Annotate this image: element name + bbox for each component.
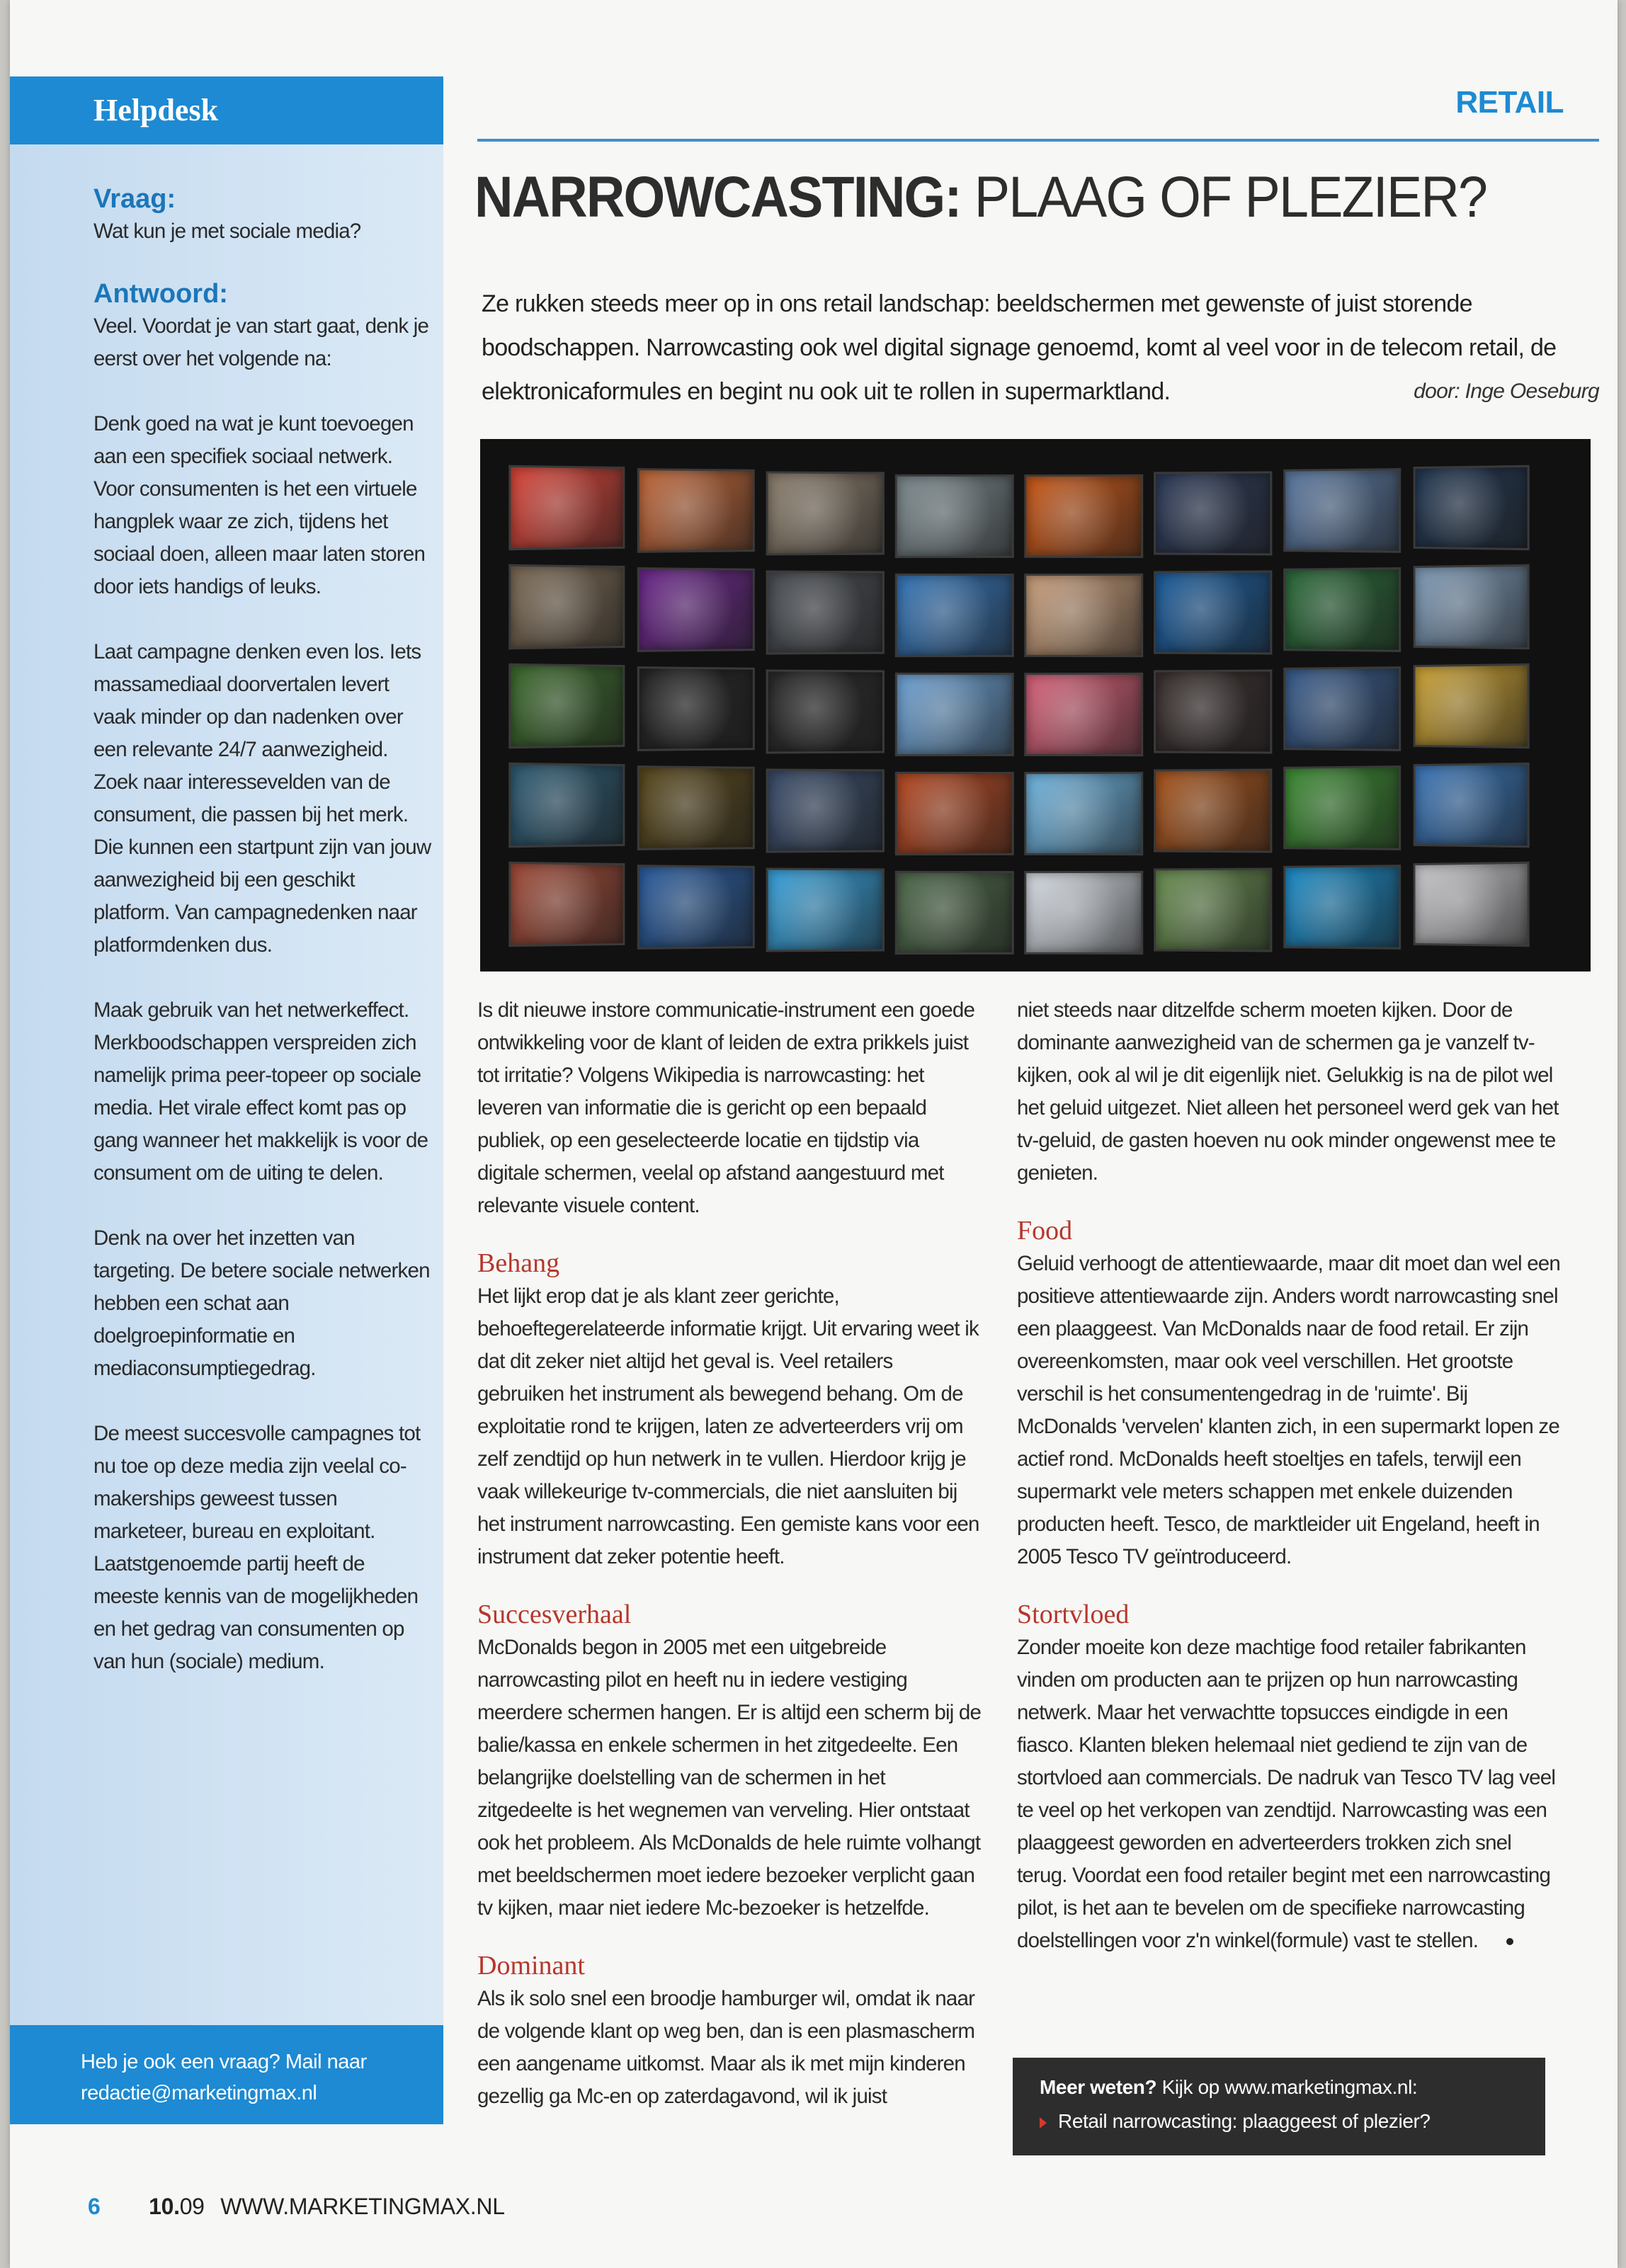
article-column-2 <box>1017 994 1562 1957</box>
tv-screen-glare <box>1285 867 1399 947</box>
helpdesk-sidebar <box>10 76 443 2124</box>
tv-screen <box>895 772 1014 855</box>
tv-screen-glare <box>897 576 1012 655</box>
tv-screen-glare <box>768 870 882 950</box>
sidebar-title: Helpdesk <box>10 76 443 144</box>
arrow-right-icon <box>1040 2117 1047 2129</box>
tv-screen-glare <box>1156 771 1270 851</box>
tv-screen-glare <box>511 467 622 548</box>
subheading-food: Food <box>1017 1216 1073 1246</box>
tv-screen <box>895 673 1014 756</box>
tv-screen-glare <box>897 675 1012 754</box>
sidebar-paragraph: Laat campagne denken even los. Iets massamediaal doorvertalen levert vaak minder op dan nadenken over een relevante 24/7 aanwezigheid. Zoek naar interessevelden van de consument, die passen bij het merk. Die kunnen een startpunt zijn van jouw aanwezigheid bij een geschikt platform. Van campagnedenken naar platformdenken dus. <box>93 640 431 957</box>
question-text: Wat kun je met sociale media? <box>93 220 361 243</box>
question-label: Vraag: <box>93 184 176 214</box>
column-paragraph: Geluid verhoogt de attentiewaarde, maar dit moet dan wel een positieve attentiewaarde zijn. Anders wordt narrowcasting snel een plaaggeest. Van McDonalds naar de food retail. Er zijn overeenkomsten, maar ook veel verschillen. Het grootste verschil is het consumentengedrag in de 'ruimte'. Bij McDonalds 'vervelen' klanten zich, in een supermarkt lopen ze actief rond. McDonalds heeft stoeltjes en tafels, terwijl een supermarkt vele meters schappen met enkele duizenden producten heeft. Tesco, de marktleider uit Engeland, heeft in 2005 Tesco TV geïntroduceerd. <box>1017 1252 1561 1568</box>
tv-screen-glare <box>511 666 622 746</box>
sidebar-paragraph: De meest succesvolle campagnes tot nu toe op deze media zijn veelal co-makerships geweest tussen marketeer, bureau en exploitant. Laatstgenoemde partij heeft de meeste kennis van de mogelijkheden en het gedrag van consumenten op van hun (sociale) medium. <box>93 1422 421 1673</box>
tv-screen <box>1414 465 1530 550</box>
tv-screen <box>1414 564 1530 649</box>
tv-screen-glare <box>639 867 753 947</box>
tv-screen <box>1283 666 1401 751</box>
tv-screen-glare <box>1026 873 1141 952</box>
tv-screen <box>766 471 885 555</box>
issue-number-bold: 10. <box>149 2194 180 2219</box>
tv-screen-glare <box>639 668 753 749</box>
sidebar-paragraph: Maak gebruik van het netwerkeffect. Merkboodschappen verspreiden zich namelijk prima peer-topeer op sociale media. Het virale effect komt pas op gang wanneer het makkelijk is voor de consument om de uiting te delen. <box>93 998 428 1185</box>
tv-screen <box>637 865 755 950</box>
tv-screen-glare <box>1415 666 1527 746</box>
more-info-link-row[interactable] <box>1040 2104 1545 2138</box>
tv-screen <box>508 564 625 649</box>
author-byline: door: Inge Oeseburg <box>1414 380 1599 403</box>
tv-screen-glare <box>1156 573 1270 653</box>
tv-screen-glare <box>1415 467 1527 548</box>
magazine-page <box>10 0 1618 2268</box>
tv-screen <box>1024 574 1143 657</box>
tv-screen <box>1283 468 1401 553</box>
tv-screen <box>766 768 885 853</box>
more-info-line <box>1040 2070 1545 2104</box>
tv-screen-glare <box>768 771 882 851</box>
article-column-1 <box>477 994 984 2113</box>
tv-screen <box>1283 765 1401 850</box>
tv-screen <box>637 567 755 652</box>
tv-screen-glare <box>1285 668 1399 749</box>
more-info-text: Kijk op www.marketingmax.nl: <box>1156 2076 1418 2098</box>
tv-screen <box>1024 772 1143 855</box>
tv-screen <box>766 570 885 654</box>
page-footer <box>88 2194 505 2220</box>
subheading-stortvloed: Stortvloed <box>1017 1600 1130 1629</box>
answer-intro: Veel. Voordat je van start gaat, denk je eerst over het volgende na: <box>93 314 429 370</box>
tv-screen-glare <box>639 569 753 650</box>
sidebar-footer <box>10 2025 443 2124</box>
tv-screen-glare <box>1026 675 1141 754</box>
tv-screen <box>766 867 885 952</box>
tv-screen-glare <box>1415 864 1527 945</box>
more-info-box <box>1013 2058 1545 2155</box>
tv-screen <box>637 666 755 751</box>
tv-screen <box>1414 763 1530 848</box>
sidebar-paragraph: Denk goed na wat je kunt toevoegen aan een specifiek sociaal netwerk. Voor consumenten is het een virtuele hangplek waar ze zich, tijdens het sociaal doen, alleen maar laten storen door iets handigs of leuks. <box>93 412 426 598</box>
tv-screen-glare <box>1156 870 1270 950</box>
tv-screen-glare <box>1285 470 1399 551</box>
sidebar-footer-email[interactable]: redactie@marketingmax.nl <box>81 2082 317 2104</box>
tv-screen <box>1283 567 1401 652</box>
tv-screen <box>1154 867 1272 952</box>
tv-screen <box>1154 570 1272 654</box>
tv-screen-glare <box>897 774 1012 853</box>
tv-screen-glare <box>1415 765 1527 845</box>
tv-screen-glare <box>639 768 753 848</box>
tv-screen <box>508 763 625 848</box>
page-number: 6 <box>88 2194 101 2219</box>
website-url[interactable]: WWW.MARKETINGMAX.NL <box>220 2194 505 2219</box>
sidebar-paragraph: Denk na over het inzetten van targeting. De betere sociale netwerken hebben een schat aan doelgroepinformatie en mediaconsumptiegedrag. <box>93 1226 430 1380</box>
tv-screen-glare <box>1156 672 1270 752</box>
tv-screen <box>508 465 625 550</box>
answer-label: Antwoord: <box>93 279 228 309</box>
tv-screen-glare <box>639 470 753 551</box>
tv-screen <box>1283 865 1401 950</box>
tv-screen <box>895 574 1014 657</box>
tv-screen <box>1024 474 1143 558</box>
tv-screen-glare <box>768 573 882 653</box>
tv-screen-glare <box>1026 576 1141 655</box>
tv-screen-glare <box>897 477 1012 556</box>
column-paragraph: Als ik solo snel een broodje hamburger wil, omdat ik naar de volgende klant op weg ben, dan is een plasmascherm een aangename uitkomst. Maar als ik met mijn kinderen gezellig ga Mc-en op zaterdagavond, wil ik juist <box>477 1987 975 2108</box>
tv-screen <box>895 871 1014 955</box>
tv-screen <box>508 663 625 748</box>
tv-screen-glare <box>511 864 622 945</box>
tv-screen <box>1154 768 1272 853</box>
intro-text: Ze rukken steeds meer op in ons retail landschap: beeldschermen met gewenste of juist storende boodschappen. Narrowcasting ook wel digital signage genoemd, komt al veel voor in de telecom retail, de elektronicaformules en begint nu ook uit te rollen in supermarktland. <box>482 290 1557 405</box>
tv-screen <box>1414 862 1530 947</box>
tv-screen <box>637 468 755 553</box>
tv-screen-glare <box>1026 477 1141 556</box>
end-bullet <box>1506 1938 1513 1945</box>
tv-screen-glare <box>768 672 882 752</box>
subheading-succesverhaal: Succesverhaal <box>477 1600 632 1629</box>
more-info-link[interactable]: Retail narrowcasting: plaaggeest of plezier? <box>1058 2110 1431 2132</box>
more-info-label: Meer weten? <box>1040 2076 1157 2098</box>
column-paragraph <box>1017 1631 1562 1957</box>
tv-screen <box>895 474 1014 558</box>
tv-screen-glare <box>1026 774 1141 853</box>
tv-screen-glare <box>511 765 622 845</box>
title-bold: NARROWCASTING: <box>474 165 961 229</box>
column-paragraph: Is dit nieuwe instore communicatie-instrument een goede ontwikkeling voor de klant of leiden de extra prikkels juist tot irritatie? Volgens Wikipedia is narrowcasting: het leveren van informatie die is gericht op een bepaald publiek, op een geselecteerde locatie en tijdstip via digitale schermen, veelal op afstand aangestuurd met relevante visuele content. <box>477 998 975 1217</box>
tv-screen <box>1154 471 1272 555</box>
sidebar-footer-question: Heb je ook een vraag? Mail naar <box>81 2051 367 2073</box>
subheading-behang: Behang <box>477 1248 560 1278</box>
tv-screen <box>1024 871 1143 955</box>
tv-screen-glare <box>768 474 882 554</box>
tv-screen-glare <box>511 566 622 647</box>
column-paragraph: niet steeds naar ditzelfde scherm moeten kijken. Door de dominante aanwezigheid van de schermen ga je vanzelf tv-kijken, ook al wil je dit eigenlijk niet. Gelukkig is na de pilot wel het geluid uitgezet. Niet alleen het personeel werd gek van het tv-geluid, de gasten hoeven nu ook minder ongewenst mee te genieten. <box>1017 998 1559 1185</box>
title-rest: PLAAG OF PLEZIER? <box>960 165 1487 229</box>
tv-screen-glare <box>1415 566 1527 647</box>
tv-screen <box>1154 669 1272 753</box>
issue-number-rest: 09 <box>179 2194 205 2219</box>
subheading-dominant: Dominant <box>477 1951 585 1981</box>
tv-screen <box>1024 673 1143 756</box>
tv-screen <box>508 862 625 947</box>
header-rule <box>477 139 1599 142</box>
tv-screen-glare <box>1285 569 1399 650</box>
section-label: RETAIL <box>1455 85 1564 120</box>
article-title <box>474 164 1486 231</box>
tv-screen <box>637 765 755 850</box>
tv-screen <box>1414 663 1530 748</box>
tv-screen-glare <box>1156 474 1270 554</box>
column-paragraph: Het lijkt erop dat je als klant zeer gerichte, behoeftegerelateerde informatie krijgt. Uit ervaring weet ik dat dit zeker niet altijd het geval is. Veel retailers gebruiken het instrument als bewegend behang. Om de exploitatie rond te krijgen, laten ze adverteerders vrij om zelf zendtijd op hun netwerk in te vullen. Hierdoor krijg je vaak willekeurige tv-commercials, die niet aansluiten bij het instrument narrowcasting. Een gemiste kans voor een instrument dat zeker potentie heeft. <box>477 1284 979 1568</box>
tv-wall-image <box>480 439 1591 971</box>
column-paragraph: McDonalds begon in 2005 met een uitgebreide narrowcasting pilot en heeft nu in iedere vestiging meerdere schermen hangen. Er is altijd een scherm bij de balie/kassa en enkele schermen in het zitgedeelte. Een belangrijke doelstelling van de schermen in het zitgedeelte is het wegnemen van verveling. Hier ontstaat ook het probleem. Als McDonalds de hele ruimte volhangt met beeldschermen moet iedere bezoeker verplicht gaan tv kijken, maar niet iedere Mc-bezoeker is hetzelfde. <box>477 1636 982 1920</box>
stortvloed-text: Zonder moeite kon deze machtige food retailer fabrikanten vinden om producten aan te prijzen op hun narrowcasting netwerk. Maar het verwachtte topsucces eindigde in een fiasco. Klanten bleken helemaal niet gediend te zijn van de stortvloed aan commercials. De nadruk van Tesco TV lag veel te veel op het verkopen van zendtijd. Narrowcasting was een plaaggeest geworden en adverteerders trokken zich snel terug. Voordat een food retailer begint met een narrowcasting pilot, is het aan te bevelen om de specifieke narrowcasting doelstellingen voor z'n winkel(formule) vast te stellen. <box>1017 1636 1556 1952</box>
tv-screen <box>766 669 885 753</box>
tv-screen-glare <box>897 873 1012 952</box>
tv-screen-glare <box>1285 768 1399 848</box>
article-intro <box>482 282 1599 414</box>
